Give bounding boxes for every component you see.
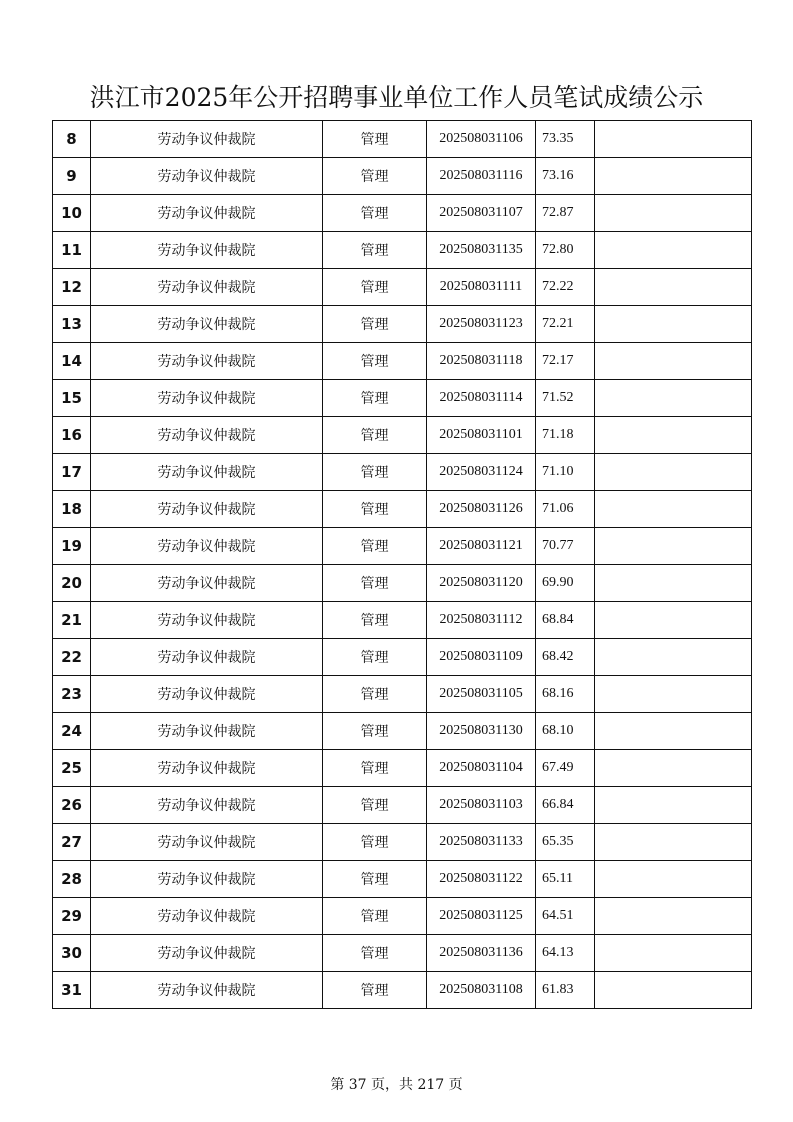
row-number-cell: 14 bbox=[53, 343, 91, 380]
written-score-cell: 61.83 bbox=[536, 972, 595, 1009]
ticket-number-cell: 202508031111 bbox=[427, 269, 536, 306]
remark-cell bbox=[595, 343, 752, 380]
post-name-cell: 管理 bbox=[323, 639, 427, 676]
unit-name-cell: 劳动争议仲裁院 bbox=[91, 787, 323, 824]
table-row bbox=[53, 713, 752, 750]
unit-name-cell: 劳动争议仲裁院 bbox=[91, 972, 323, 1009]
ticket-number-cell: 202508031109 bbox=[427, 639, 536, 676]
remark-cell bbox=[595, 861, 752, 898]
unit-name-cell: 劳动争议仲裁院 bbox=[91, 269, 323, 306]
table-row bbox=[53, 972, 752, 1009]
unit-name-cell: 劳动争议仲裁院 bbox=[91, 602, 323, 639]
unit-name-cell: 劳动争议仲裁院 bbox=[91, 417, 323, 454]
row-number-cell: 13 bbox=[53, 306, 91, 343]
written-score-cell: 68.16 bbox=[536, 676, 595, 713]
post-name-cell: 管理 bbox=[323, 750, 427, 787]
post-name-cell: 管理 bbox=[323, 565, 427, 602]
post-name-cell: 管理 bbox=[323, 417, 427, 454]
unit-name-cell: 劳动争议仲裁院 bbox=[91, 898, 323, 935]
ticket-number-cell: 202508031126 bbox=[427, 491, 536, 528]
remark-cell bbox=[595, 528, 752, 565]
page-title: 洪江市2025年公开招聘事业单位工作人员笔试成绩公示 bbox=[89, 83, 704, 112]
remark-cell bbox=[595, 787, 752, 824]
remark-cell bbox=[595, 158, 752, 195]
row-number-cell: 19 bbox=[53, 528, 91, 565]
written-score-cell: 72.22 bbox=[536, 269, 595, 306]
written-score-cell: 67.49 bbox=[536, 750, 595, 787]
table-row bbox=[53, 158, 752, 195]
ticket-number-cell: 202508031105 bbox=[427, 676, 536, 713]
ticket-number-cell: 202508031103 bbox=[427, 787, 536, 824]
written-score-cell: 73.35 bbox=[536, 121, 595, 158]
score-table-body bbox=[53, 121, 752, 1009]
row-number-cell: 31 bbox=[53, 972, 91, 1009]
post-name-cell: 管理 bbox=[323, 491, 427, 528]
ticket-number-cell: 202508031124 bbox=[427, 454, 536, 491]
unit-name-cell: 劳动争议仲裁院 bbox=[91, 232, 323, 269]
ticket-number-cell: 202508031120 bbox=[427, 565, 536, 602]
post-name-cell: 管理 bbox=[323, 269, 427, 306]
row-number-cell: 25 bbox=[53, 750, 91, 787]
table-row bbox=[53, 195, 752, 232]
written-score-cell: 72.80 bbox=[536, 232, 595, 269]
written-score-cell: 72.21 bbox=[536, 306, 595, 343]
post-name-cell: 管理 bbox=[323, 676, 427, 713]
unit-name-cell: 劳动争议仲裁院 bbox=[91, 343, 323, 380]
post-name-cell: 管理 bbox=[323, 787, 427, 824]
table-row bbox=[53, 306, 752, 343]
row-number-cell: 9 bbox=[53, 158, 91, 195]
row-number-cell: 18 bbox=[53, 491, 91, 528]
remark-cell bbox=[595, 306, 752, 343]
remark-cell bbox=[595, 232, 752, 269]
remark-cell bbox=[595, 269, 752, 306]
remark-cell bbox=[595, 898, 752, 935]
remark-cell bbox=[595, 417, 752, 454]
ticket-number-cell: 202508031125 bbox=[427, 898, 536, 935]
row-number-cell: 10 bbox=[53, 195, 91, 232]
table-row bbox=[53, 491, 752, 528]
remark-cell bbox=[595, 972, 752, 1009]
ticket-number-cell: 202508031121 bbox=[427, 528, 536, 565]
written-score-cell: 71.18 bbox=[536, 417, 595, 454]
post-name-cell: 管理 bbox=[323, 343, 427, 380]
post-name-cell: 管理 bbox=[323, 195, 427, 232]
remark-cell bbox=[595, 676, 752, 713]
unit-name-cell: 劳动争议仲裁院 bbox=[91, 824, 323, 861]
post-name-cell: 管理 bbox=[323, 824, 427, 861]
table-row bbox=[53, 602, 752, 639]
ticket-number-cell: 202508031104 bbox=[427, 750, 536, 787]
written-score-cell: 72.87 bbox=[536, 195, 595, 232]
table-row bbox=[53, 528, 752, 565]
score-table bbox=[52, 120, 752, 1009]
post-name-cell: 管理 bbox=[323, 380, 427, 417]
row-number-cell: 8 bbox=[53, 121, 91, 158]
table-row bbox=[53, 417, 752, 454]
written-score-cell: 68.42 bbox=[536, 639, 595, 676]
row-number-cell: 11 bbox=[53, 232, 91, 269]
table-row bbox=[53, 898, 752, 935]
unit-name-cell: 劳动争议仲裁院 bbox=[91, 121, 323, 158]
ticket-number-cell: 202508031135 bbox=[427, 232, 536, 269]
remark-cell bbox=[595, 491, 752, 528]
ticket-number-cell: 202508031123 bbox=[427, 306, 536, 343]
table-row bbox=[53, 380, 752, 417]
table-row bbox=[53, 232, 752, 269]
remark-cell bbox=[595, 380, 752, 417]
ticket-number-cell: 202508031133 bbox=[427, 824, 536, 861]
ticket-number-cell: 202508031106 bbox=[427, 121, 536, 158]
written-score-cell: 73.16 bbox=[536, 158, 595, 195]
ticket-number-cell: 202508031101 bbox=[427, 417, 536, 454]
ticket-number-cell: 202508031114 bbox=[427, 380, 536, 417]
post-name-cell: 管理 bbox=[323, 972, 427, 1009]
table-row bbox=[53, 750, 752, 787]
written-score-cell: 71.06 bbox=[536, 491, 595, 528]
written-score-cell: 64.51 bbox=[536, 898, 595, 935]
row-number-cell: 17 bbox=[53, 454, 91, 491]
table-row bbox=[53, 565, 752, 602]
unit-name-cell: 劳动争议仲裁院 bbox=[91, 565, 323, 602]
written-score-cell: 65.35 bbox=[536, 824, 595, 861]
ticket-number-cell: 202508031130 bbox=[427, 713, 536, 750]
remark-cell bbox=[595, 602, 752, 639]
written-score-cell: 68.10 bbox=[536, 713, 595, 750]
row-number-cell: 20 bbox=[53, 565, 91, 602]
table-row bbox=[53, 787, 752, 824]
ticket-number-cell: 202508031116 bbox=[427, 158, 536, 195]
remark-cell bbox=[595, 824, 752, 861]
row-number-cell: 28 bbox=[53, 861, 91, 898]
row-number-cell: 15 bbox=[53, 380, 91, 417]
page-footer: 第 37 页，共 217 页 bbox=[330, 1077, 463, 1093]
written-score-cell: 70.77 bbox=[536, 528, 595, 565]
post-name-cell: 管理 bbox=[323, 602, 427, 639]
written-score-cell: 69.90 bbox=[536, 565, 595, 602]
post-name-cell: 管理 bbox=[323, 898, 427, 935]
row-number-cell: 24 bbox=[53, 713, 91, 750]
row-number-cell: 22 bbox=[53, 639, 91, 676]
remark-cell bbox=[595, 195, 752, 232]
row-number-cell: 21 bbox=[53, 602, 91, 639]
post-name-cell: 管理 bbox=[323, 306, 427, 343]
written-score-cell: 72.17 bbox=[536, 343, 595, 380]
row-number-cell: 26 bbox=[53, 787, 91, 824]
remark-cell bbox=[595, 750, 752, 787]
table-row bbox=[53, 861, 752, 898]
remark-cell bbox=[595, 121, 752, 158]
remark-cell bbox=[595, 639, 752, 676]
unit-name-cell: 劳动争议仲裁院 bbox=[91, 935, 323, 972]
unit-name-cell: 劳动争议仲裁院 bbox=[91, 639, 323, 676]
written-score-cell: 68.84 bbox=[536, 602, 595, 639]
unit-name-cell: 劳动争议仲裁院 bbox=[91, 861, 323, 898]
row-number-cell: 29 bbox=[53, 898, 91, 935]
row-number-cell: 27 bbox=[53, 824, 91, 861]
row-number-cell: 23 bbox=[53, 676, 91, 713]
ticket-number-cell: 202508031122 bbox=[427, 861, 536, 898]
ticket-number-cell: 202508031107 bbox=[427, 195, 536, 232]
post-name-cell: 管理 bbox=[323, 158, 427, 195]
post-name-cell: 管理 bbox=[323, 232, 427, 269]
table-row bbox=[53, 676, 752, 713]
table-row bbox=[53, 269, 752, 306]
unit-name-cell: 劳动争议仲裁院 bbox=[91, 491, 323, 528]
table-row bbox=[53, 935, 752, 972]
written-score-cell: 66.84 bbox=[536, 787, 595, 824]
table-row bbox=[53, 639, 752, 676]
ticket-number-cell: 202508031108 bbox=[427, 972, 536, 1009]
table-row bbox=[53, 121, 752, 158]
table-row bbox=[53, 454, 752, 491]
post-name-cell: 管理 bbox=[323, 713, 427, 750]
ticket-number-cell: 202508031112 bbox=[427, 602, 536, 639]
post-name-cell: 管理 bbox=[323, 121, 427, 158]
post-name-cell: 管理 bbox=[323, 454, 427, 491]
unit-name-cell: 劳动争议仲裁院 bbox=[91, 713, 323, 750]
remark-cell bbox=[595, 713, 752, 750]
unit-name-cell: 劳动争议仲裁院 bbox=[91, 528, 323, 565]
ticket-number-cell: 202508031136 bbox=[427, 935, 536, 972]
unit-name-cell: 劳动争议仲裁院 bbox=[91, 158, 323, 195]
row-number-cell: 16 bbox=[53, 417, 91, 454]
unit-name-cell: 劳动争议仲裁院 bbox=[91, 750, 323, 787]
written-score-cell: 71.10 bbox=[536, 454, 595, 491]
table-row bbox=[53, 824, 752, 861]
remark-cell bbox=[595, 565, 752, 602]
written-score-cell: 71.52 bbox=[536, 380, 595, 417]
remark-cell bbox=[595, 935, 752, 972]
post-name-cell: 管理 bbox=[323, 935, 427, 972]
unit-name-cell: 劳动争议仲裁院 bbox=[91, 306, 323, 343]
row-number-cell: 12 bbox=[53, 269, 91, 306]
unit-name-cell: 劳动争议仲裁院 bbox=[91, 195, 323, 232]
unit-name-cell: 劳动争议仲裁院 bbox=[91, 676, 323, 713]
ticket-number-cell: 202508031118 bbox=[427, 343, 536, 380]
post-name-cell: 管理 bbox=[323, 528, 427, 565]
post-name-cell: 管理 bbox=[323, 861, 427, 898]
table-row bbox=[53, 343, 752, 380]
unit-name-cell: 劳动争议仲裁院 bbox=[91, 380, 323, 417]
row-number-cell: 30 bbox=[53, 935, 91, 972]
written-score-cell: 65.11 bbox=[536, 861, 595, 898]
unit-name-cell: 劳动争议仲裁院 bbox=[91, 454, 323, 491]
written-score-cell: 64.13 bbox=[536, 935, 595, 972]
remark-cell bbox=[595, 454, 752, 491]
